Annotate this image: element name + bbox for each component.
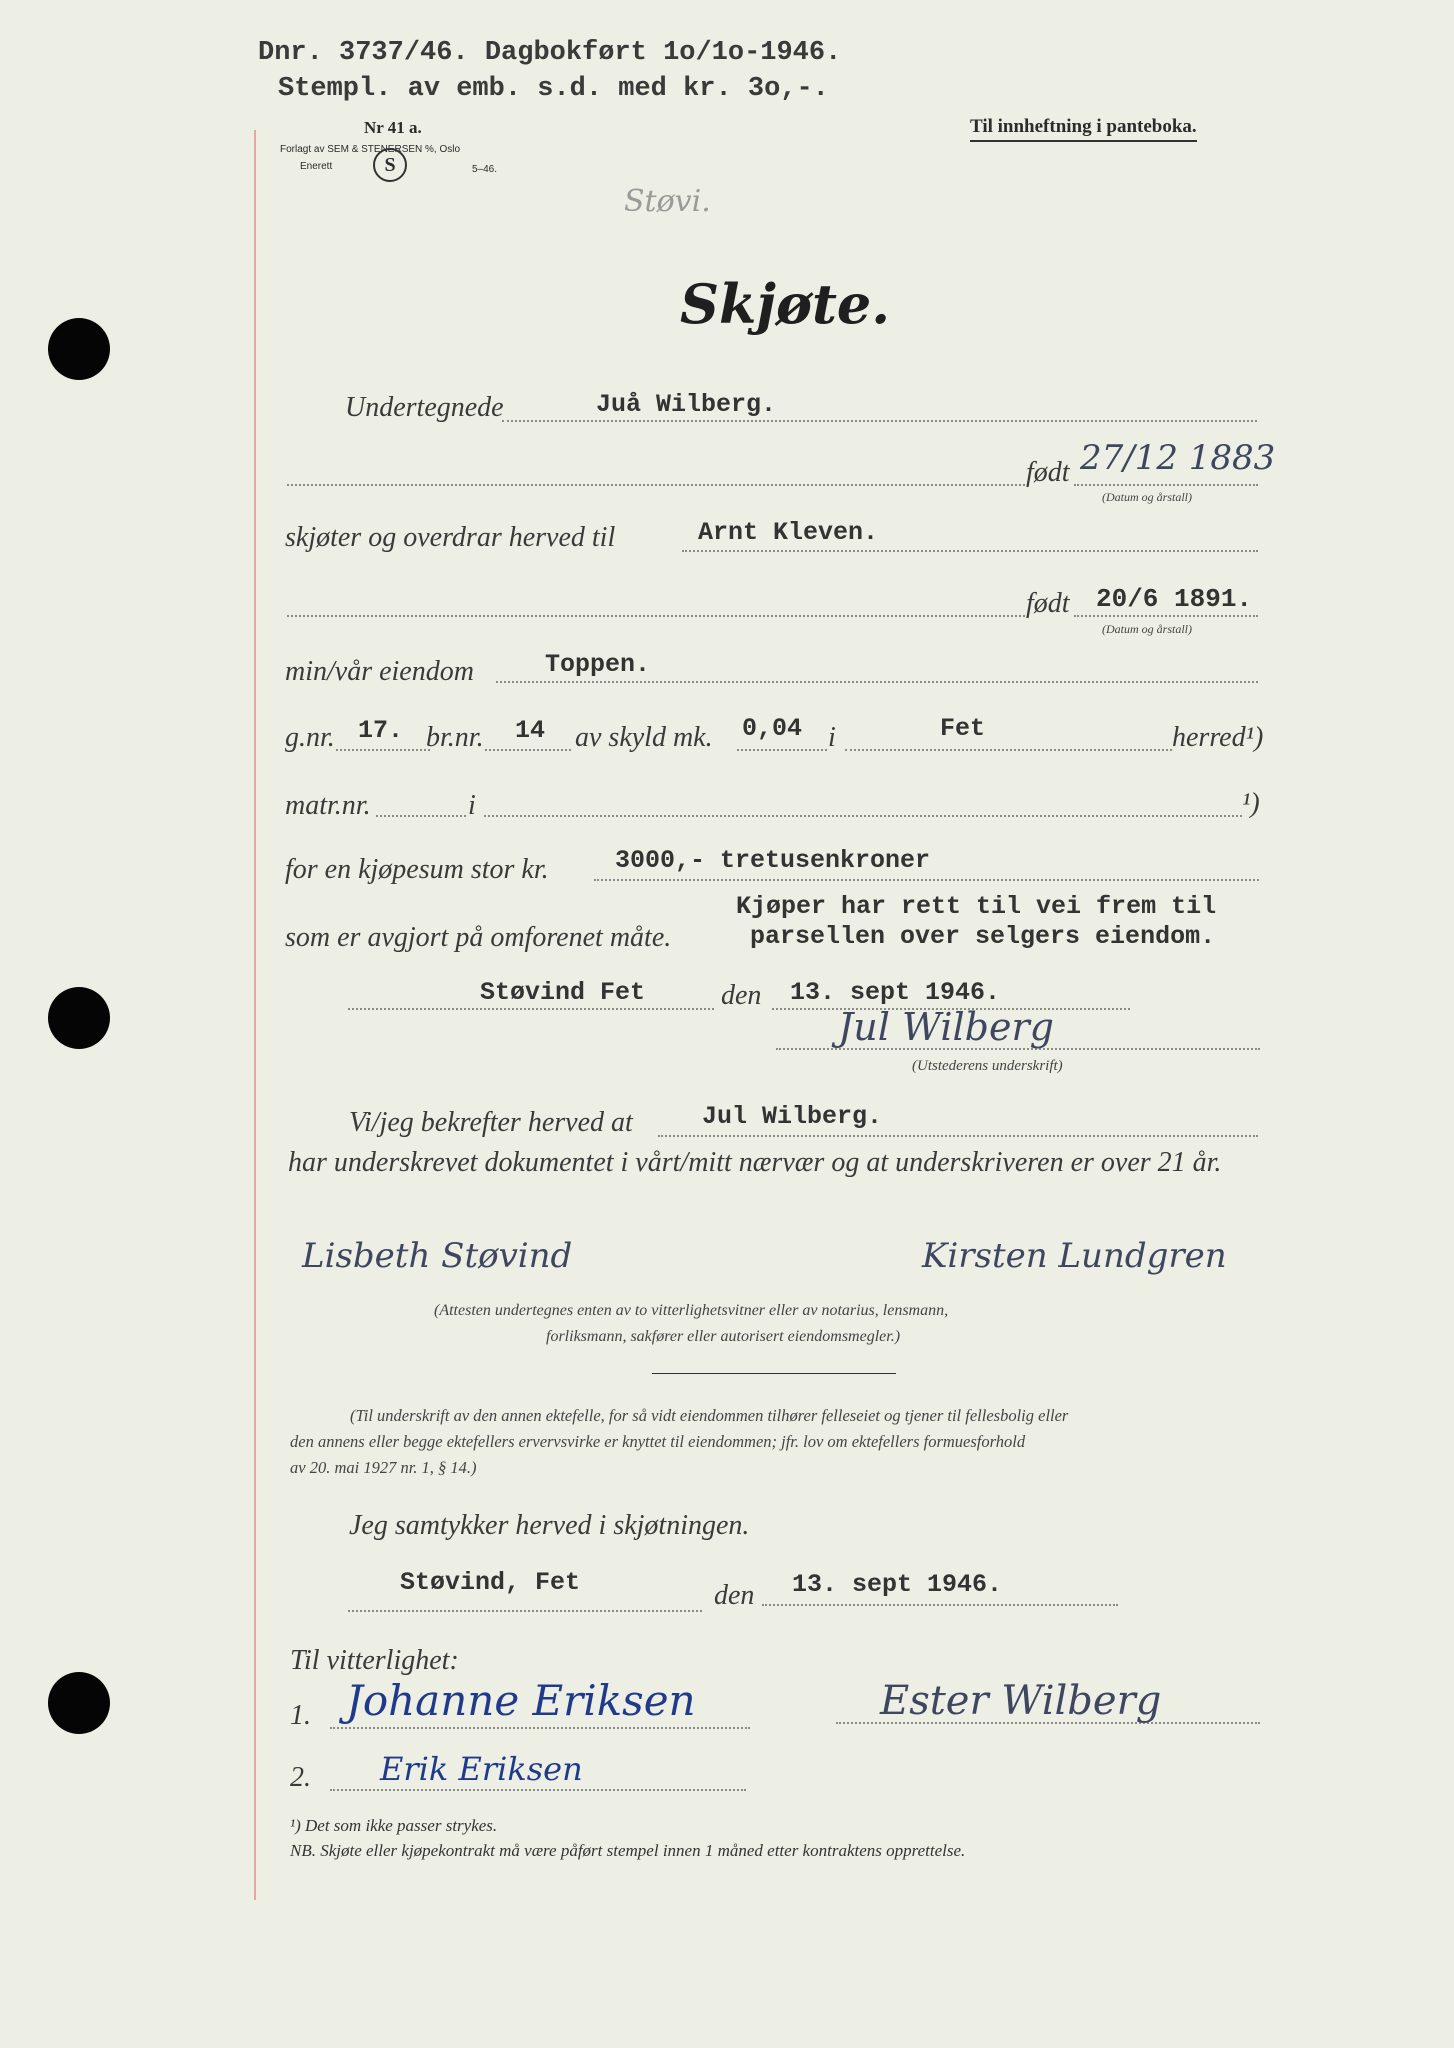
filing-note: Til innheftning i panteboka. — [970, 116, 1197, 142]
witness-statement-prefix: Vi/jeg bekrefter herved at — [349, 1107, 633, 1138]
property-line — [496, 681, 1258, 683]
margin-note: Støvi. — [624, 184, 711, 219]
consent-place: Støvind, Fet — [400, 1568, 581, 1597]
brnr-label: br.nr. — [426, 722, 484, 753]
spouse-note-line-3: av 20. mai 1927 nr. 1, § 14.) — [290, 1458, 477, 1477]
punch-hole-bottom — [48, 1672, 110, 1734]
spouse-note-line-2: den annens eller begge ektefellers ervervsvirke er knyttet til eiendommen; jfr. lov om ektefellers formuesforhold — [290, 1432, 1026, 1451]
publisher-line-2-right: 5–46. — [472, 164, 498, 175]
witness-1-signature: Johanne Eriksen — [346, 1676, 696, 1725]
buyer-label: skjøter og overdrar herved til — [285, 522, 616, 553]
witness-note-line-2: forliksmann, sakfører eller autorisert eiendomsmegler.) — [546, 1328, 901, 1345]
buyer-born-value: 20/6 1891. — [1096, 584, 1253, 614]
gnr-label: g.nr. — [285, 722, 335, 753]
terms-line-1: Kjøper har rett til vei frem til — [736, 892, 1217, 921]
seller-blank-line — [287, 484, 1025, 486]
witness-signature-right: Kirsten Lundgren — [922, 1236, 1227, 1276]
issuer-signature-caption: (Utstederens underskrift) — [912, 1058, 1063, 1074]
property-label: min/vår eiendom — [285, 656, 474, 687]
matr-i-label: i — [468, 790, 476, 821]
buyer-line — [682, 550, 1258, 552]
witness-2-signature: Erik Eriksen — [380, 1750, 583, 1788]
punch-hole-middle — [48, 987, 110, 1049]
matr-i-line — [484, 815, 1242, 817]
publisher-line-2-left: Enerett — [300, 161, 333, 172]
brnr-value: 14 — [515, 716, 546, 745]
consent-place-line — [348, 1610, 702, 1612]
herred-line — [845, 749, 1172, 751]
price-value: 3000,- tretusenkroner — [615, 846, 931, 875]
matr-note: ¹) — [1242, 788, 1260, 819]
seller-born-line — [1074, 484, 1258, 486]
terms-label: som er avgjort på omforenet måte. — [285, 922, 672, 953]
buyer-date-hint: (Datum og årstall) — [1102, 622, 1192, 636]
seller-date-hint: (Datum og årstall) — [1102, 490, 1192, 504]
witness-statement-name: Jul Wilberg. — [702, 1102, 883, 1131]
publisher-logo-letter: S — [384, 154, 396, 176]
seller-line — [502, 420, 1257, 422]
place-value: Støvind Fet — [480, 978, 646, 1007]
buyer-born-label: født — [1026, 588, 1070, 619]
place-line — [348, 1008, 714, 1010]
attestation-num-1: 1. — [290, 1700, 311, 1731]
form-number: Nr 41 a. — [364, 118, 422, 137]
date-value: 13. sept 1946. — [790, 978, 1001, 1007]
matr-label: matr.nr. — [285, 790, 371, 821]
footer-note-2: NB. Skjøte eller kjøpekontrakt må være påført stempel innen 1 måned etter kontraktens opprettelse. — [290, 1841, 966, 1860]
place-den-label: den — [721, 980, 762, 1011]
gnr-value: 17. — [358, 716, 404, 745]
witness-statement-line-2: har underskrevet dokumentet i vårt/mitt nærvær og at underskriveren er over 21 år. — [288, 1147, 1222, 1178]
separator-rule — [652, 1373, 896, 1374]
witness-note-line-1: (Attesten undertegnes enten av to vitterlighetsvitner eller av notarius, lensmann, — [434, 1302, 949, 1319]
spouse-signature: Ester Wilberg — [880, 1678, 1162, 1724]
seller-born-value: 27/12 1883 — [1080, 438, 1276, 478]
publisher-line-1: Forlagt av SEM & STENERSEN %, Oslo — [280, 144, 461, 155]
attestation-label: Til vitterlighet: — [290, 1645, 459, 1676]
price-line — [594, 879, 1259, 881]
seller-label: Undertegnede — [345, 392, 504, 423]
herred-label: herred¹) — [1172, 722, 1264, 753]
skyld-value: 0,04 — [742, 714, 803, 743]
publisher-logo — [373, 148, 407, 182]
consent-date: 13. sept 1946. — [792, 1570, 1003, 1599]
witness-signature-left: Lisbeth Støvind — [302, 1236, 573, 1276]
brnr-line — [485, 749, 571, 751]
punch-hole-top — [48, 318, 110, 380]
skyld-label: av skyld mk. — [575, 722, 713, 753]
attestation-line-1 — [330, 1727, 750, 1729]
attestation-num-2: 2. — [290, 1762, 311, 1793]
spouse-note-line-1: (Til underskrift av den annen ektefelle, for så vidt eiendommen tilhører felleseiet og tjener til fellesbolig eller — [350, 1406, 1069, 1425]
seller-name: Juå Wilberg. — [596, 390, 777, 419]
consent-date-line — [762, 1604, 1118, 1606]
seller-born-label: født — [1026, 457, 1070, 488]
margin-rule — [254, 130, 256, 1900]
footer-note-1: ¹) Det som ikke passer strykes. — [290, 1816, 498, 1835]
consent-statement: Jeg samtykker herved i skjøtningen. — [349, 1510, 750, 1541]
issuer-signature: Jul Wilberg — [838, 1005, 1054, 1049]
consent-den-label: den — [714, 1580, 755, 1611]
herred-value: Fet — [940, 714, 986, 743]
buyer-name: Arnt Kleven. — [698, 518, 879, 547]
herred-i-label: i — [828, 722, 836, 753]
gnr-line — [336, 749, 430, 751]
skyld-line — [737, 749, 827, 751]
registration-line-1: Dnr. 3737/46. Dagbokført 1o/1o-1946. — [258, 38, 842, 68]
buyer-born-line — [1074, 615, 1258, 617]
witness-statement-line — [658, 1135, 1258, 1137]
price-label: for en kjøpesum stor kr. — [285, 854, 549, 885]
document-title: Skjøte. — [680, 272, 891, 336]
matr-line — [376, 815, 466, 817]
registration-line-2: Stempl. av emb. s.d. med kr. 3o,-. — [278, 74, 829, 104]
buyer-blank-line — [287, 615, 1025, 617]
terms-line-2: parsellen over selgers eiendom. — [750, 922, 1216, 951]
property-name: Toppen. — [545, 650, 651, 679]
attestation-line-2 — [330, 1789, 746, 1791]
